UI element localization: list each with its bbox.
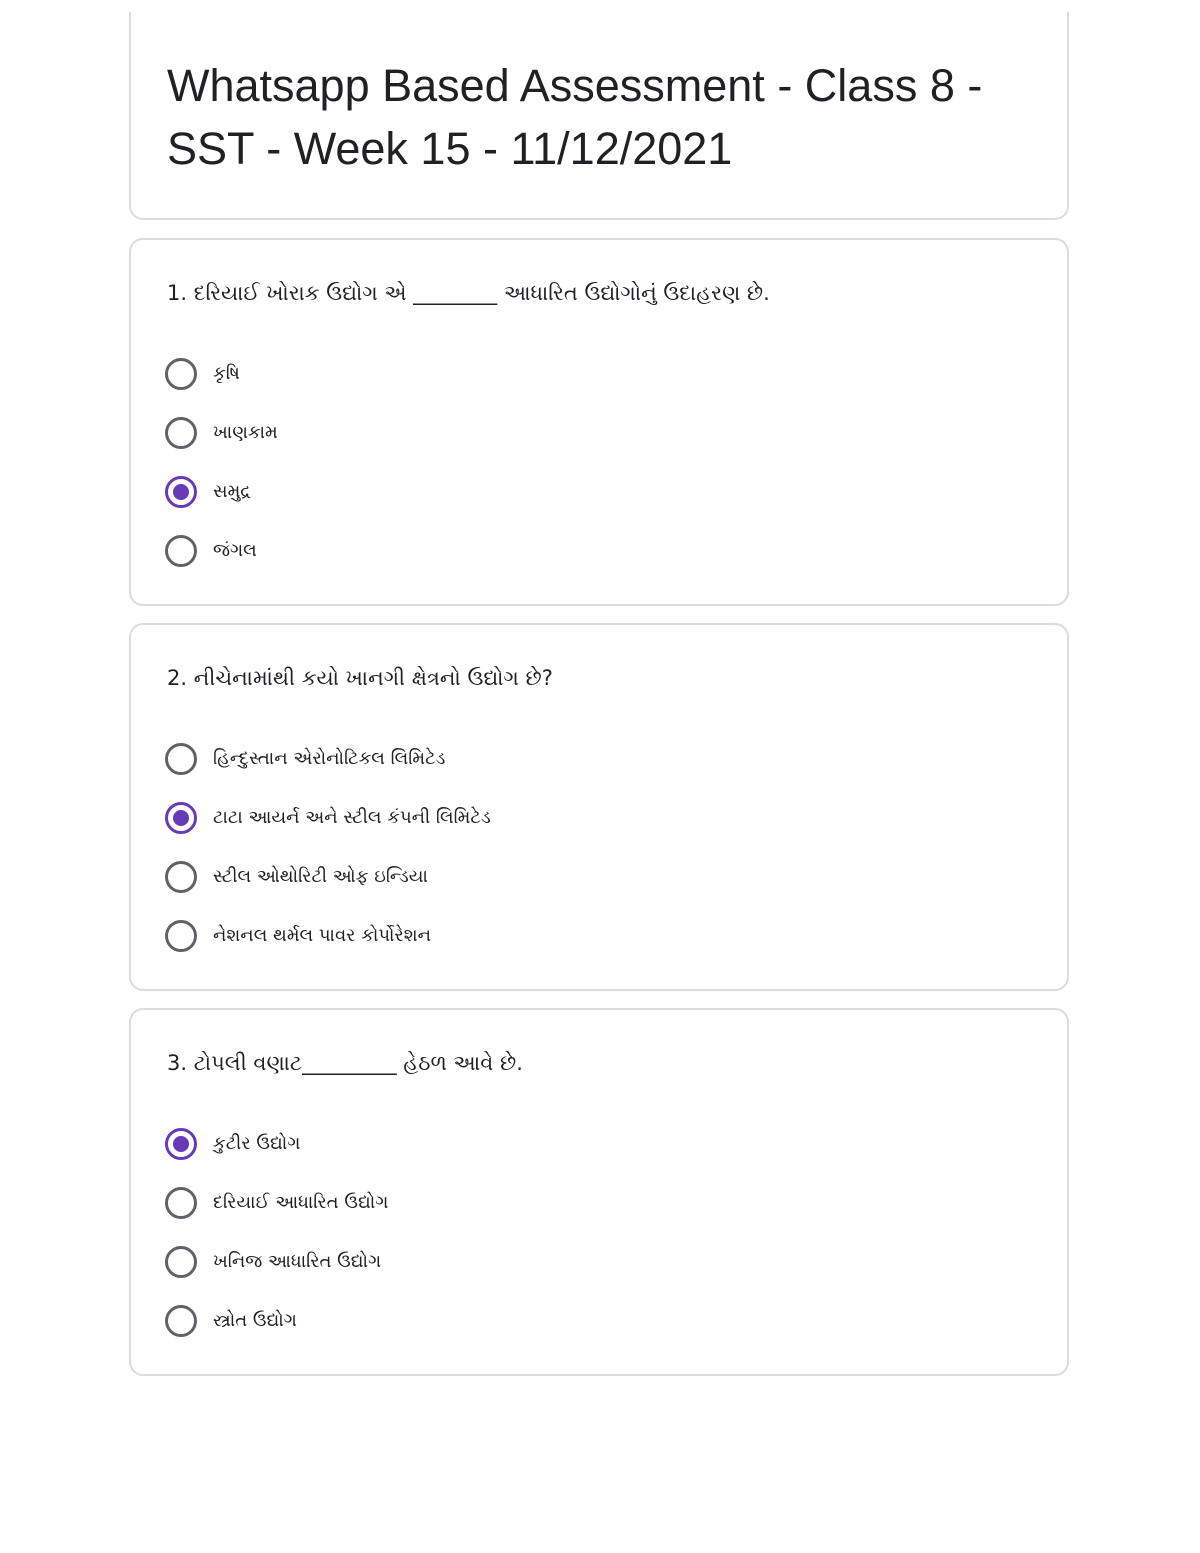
radio-button-icon[interactable]: [165, 743, 197, 775]
question-card-1: [129, 238, 1069, 606]
radio-button-icon[interactable]: [165, 1246, 197, 1278]
option-label: સમુદ્ર: [213, 481, 251, 502]
option-label: ખાણકામ: [213, 422, 278, 443]
radio-button-icon[interactable]: [165, 861, 197, 893]
option-item[interactable]: [165, 1291, 388, 1350]
option-item[interactable]: [165, 521, 278, 580]
option-item[interactable]: [165, 729, 491, 788]
radio-button-icon[interactable]: [165, 1187, 197, 1219]
question-card-3: [129, 1008, 1069, 1376]
option-label: દરિયાઈ આધારિત ઉદ્યોગ: [213, 1192, 389, 1213]
option-item[interactable]: [165, 1173, 388, 1232]
option-label: સ્ત્રોત ઉદ્યોગ: [213, 1310, 297, 1331]
radio-button-icon[interactable]: [165, 358, 197, 390]
question-text: 1. દરિયાઈ ખોરાક ઉદ્યોગ એ ________ આધારિત ઉદ્યોગોનું ઉદાહરણ છે.: [167, 281, 770, 305]
option-label: કુટીર ઉદ્યોગ: [213, 1133, 301, 1154]
option-item[interactable]: [165, 847, 491, 906]
options-list: [165, 344, 278, 580]
radio-button-icon[interactable]: [165, 1305, 197, 1337]
option-item[interactable]: [165, 906, 491, 965]
radio-button-icon[interactable]: [165, 476, 197, 508]
question-card-2: [129, 623, 1069, 991]
option-item[interactable]: [165, 788, 491, 847]
option-item[interactable]: [165, 462, 278, 521]
option-label: ખનિજ આધારિત ઉદ્યોગ: [213, 1251, 382, 1272]
option-label: નેશનલ થર્મલ પાવર કોર્પોરેશન: [213, 925, 432, 946]
radio-button-icon[interactable]: [165, 920, 197, 952]
radio-button-icon[interactable]: [165, 535, 197, 567]
options-list: [165, 729, 491, 965]
option-item[interactable]: [165, 1114, 388, 1173]
option-label: સ્ટીલ ઓથોરિટી ઓફ ઇન્ડિયા: [213, 866, 428, 887]
option-item[interactable]: [165, 403, 278, 462]
options-list: [165, 1114, 388, 1350]
option-label: જંગલ: [213, 540, 257, 561]
option-label: ટાટા આયર્ન અને સ્ટીલ કંપની લિમિટેડ: [213, 807, 491, 828]
option-label: હિન્દુસ્તાન એરોનોટિકલ લિમિટેડ: [213, 748, 446, 769]
option-label: કૃષિ: [213, 363, 240, 384]
option-item[interactable]: [165, 1232, 388, 1291]
radio-button-icon[interactable]: [165, 1128, 197, 1160]
radio-button-icon[interactable]: [165, 802, 197, 834]
option-item[interactable]: [165, 344, 278, 403]
form-header-card: [129, 12, 1069, 220]
form-title: Whatsapp Based Assessment - Class 8 - SST - Week 15 - 11/12/2021: [167, 60, 983, 174]
radio-button-icon[interactable]: [165, 417, 197, 449]
question-text: 2. નીચેનામાંથી કયો ખાનગી ક્ષેત્રનો ઉદ્યોગ છે?: [167, 666, 553, 690]
question-text: 3. ટોપલી વણાટ_________ હેઠળ આવે છે.: [167, 1051, 523, 1075]
